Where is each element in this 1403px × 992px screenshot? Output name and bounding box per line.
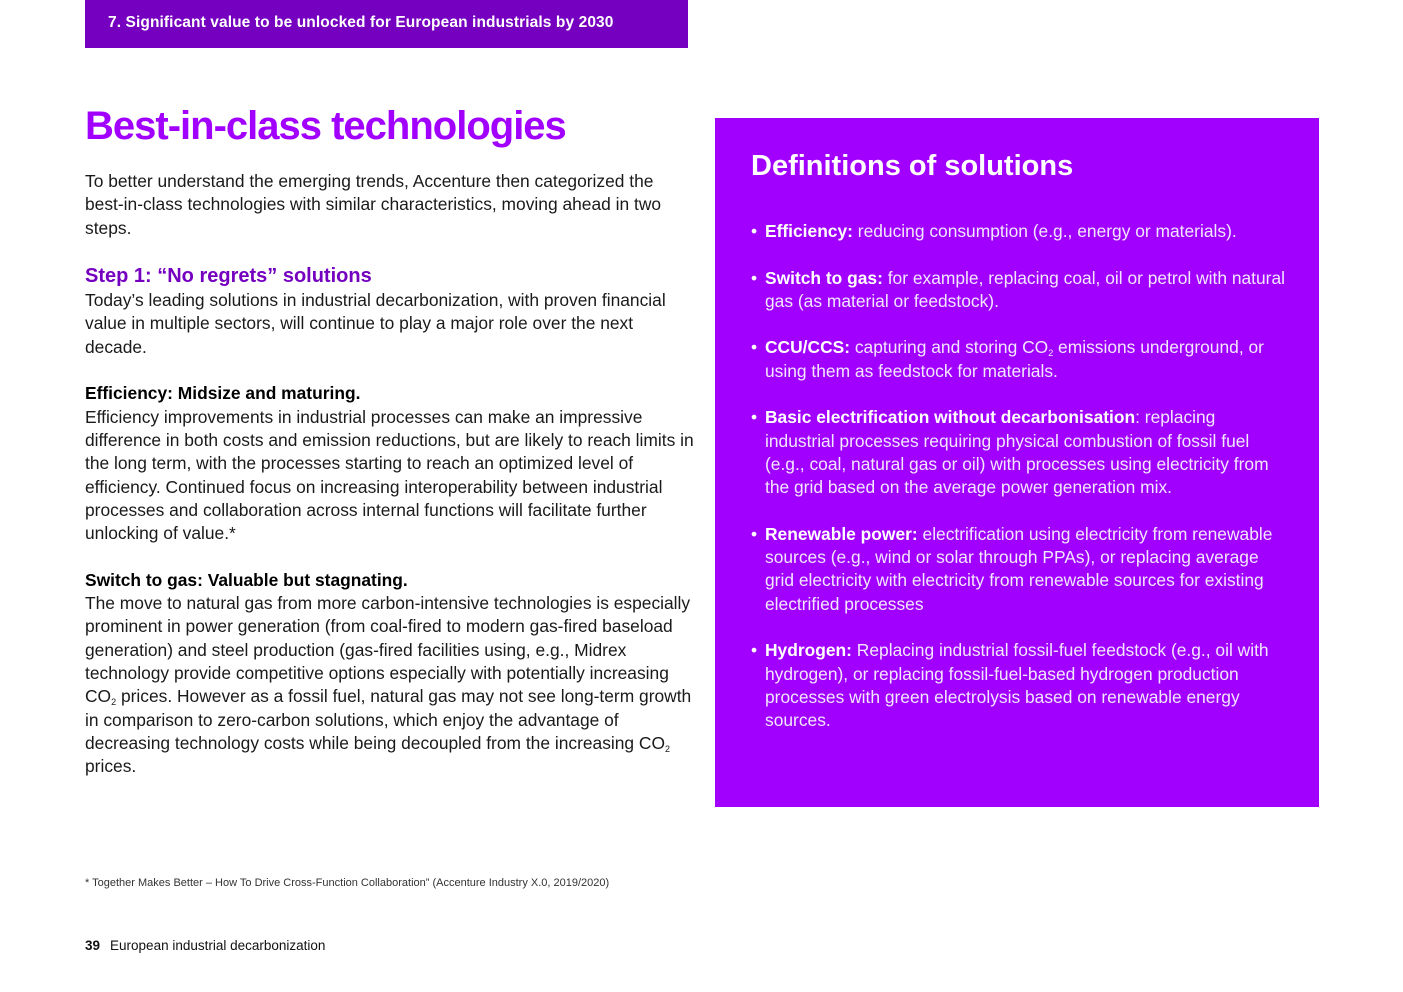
bullet-icon: •	[751, 221, 758, 241]
page-number: 39	[85, 938, 101, 953]
switch-to-gas-paragraph: The move to natural gas from more carbon-intensive technologies is especially prominent in power generation (from coal-fired to modern gas-fired baseload generation) and steel production (gas-fired facilities using, e.g., Midrex technology provide competitive options especially with potentially increasing $CO_2$ prices. However as a fossil fuel, natural gas may not see long-term growth in comparison to zero-carbon solutions, which enjoy the advantage of decreasing technology costs while being decoupled from the increasing $CO_2$ prices.	[85, 593, 692, 777]
bullet-icon: •	[751, 640, 758, 661]
bullet-icon: •	[751, 267, 758, 288]
definitions-panel	[715, 118, 1319, 807]
switch-to-gas-heading: Switch to gas: Valuable but stagnating.	[85, 569, 408, 590]
definition-ccu-ccs: • CCU/CCS: capturing and storing $CO_2$ emissions underground, or using them as feedstock for materials.	[751, 337, 1264, 381]
main-text-column	[85, 170, 695, 778]
page-title: Best-in-class technologies	[85, 104, 566, 148]
step1-paragraph: Today’s leading solutions in industrial decarbonization, with proven financial value in multiple sectors, will continue to play a major role over the next decade.	[85, 290, 666, 357]
footnote: * Together Makes Better – How To Drive Cross-Function Collaboration” (Accenture Industry X.0, 2019/2020)	[85, 877, 610, 889]
definition-efficiency: • Efficiency: reducing consumption (e.g., energy or materials).	[751, 220, 1289, 243]
definition-renewable-power: • Renewable power: electrification using electricity from renewable sources (e.g., wind or solar through PPAs), or replacing average grid electricity with electricity from renewable sources for existing electrified processes	[751, 523, 1273, 614]
efficiency-heading: Efficiency: Midsize and maturing.	[85, 383, 361, 404]
bullet-icon: •	[751, 337, 758, 358]
section-tab: 7. Significant value to be unlocked for European industrials by 2030	[85, 0, 688, 48]
bullet-icon: •	[751, 407, 758, 428]
footer-title: European industrial decarbonization	[110, 938, 326, 953]
definition-basic-electrification: • Basic electrification without decarbonisation: replacing industrial processes requiring physical combustion of fossil fuel (e.g., coal, natural gas or oil) with processes using electricity from the grid based on the average power generation mix.	[751, 407, 1269, 498]
definitions-title: Definitions of solutions	[751, 150, 1074, 182]
step1-heading: Step 1: “No regrets” solutions	[85, 265, 372, 288]
efficiency-paragraph: Efficiency improvements in industrial processes can make an impressive difference in both costs and emission reductions, but are likely to reach limits in the long term, with the processes starting to reach an optimized level of efficiency. Continued focus on increasing interoperability between industrial processes and collaboration across internal functions will facilitate further unlocking of value.*	[85, 406, 694, 544]
definition-hydrogen: • Hydrogen: Replacing industrial fossil-fuel feedstock (e.g., oil with hydrogen), or replacing fossil-fuel-based hydrogen production processes with green electrolysis based on renewable energy sources.	[751, 640, 1269, 731]
bullet-icon: •	[751, 523, 758, 544]
definitions-list	[751, 220, 1289, 733]
intro-paragraph: To better understand the emerging trends, Accenture then categorized the best-in-class technologies with similar characteristics, moving ahead in two steps.	[85, 171, 662, 238]
definition-switch-to-gas: • Switch to gas: for example, replacing coal, oil or petrol with natural gas (as material or feedstock).	[751, 267, 1286, 311]
page-footer	[85, 938, 325, 953]
